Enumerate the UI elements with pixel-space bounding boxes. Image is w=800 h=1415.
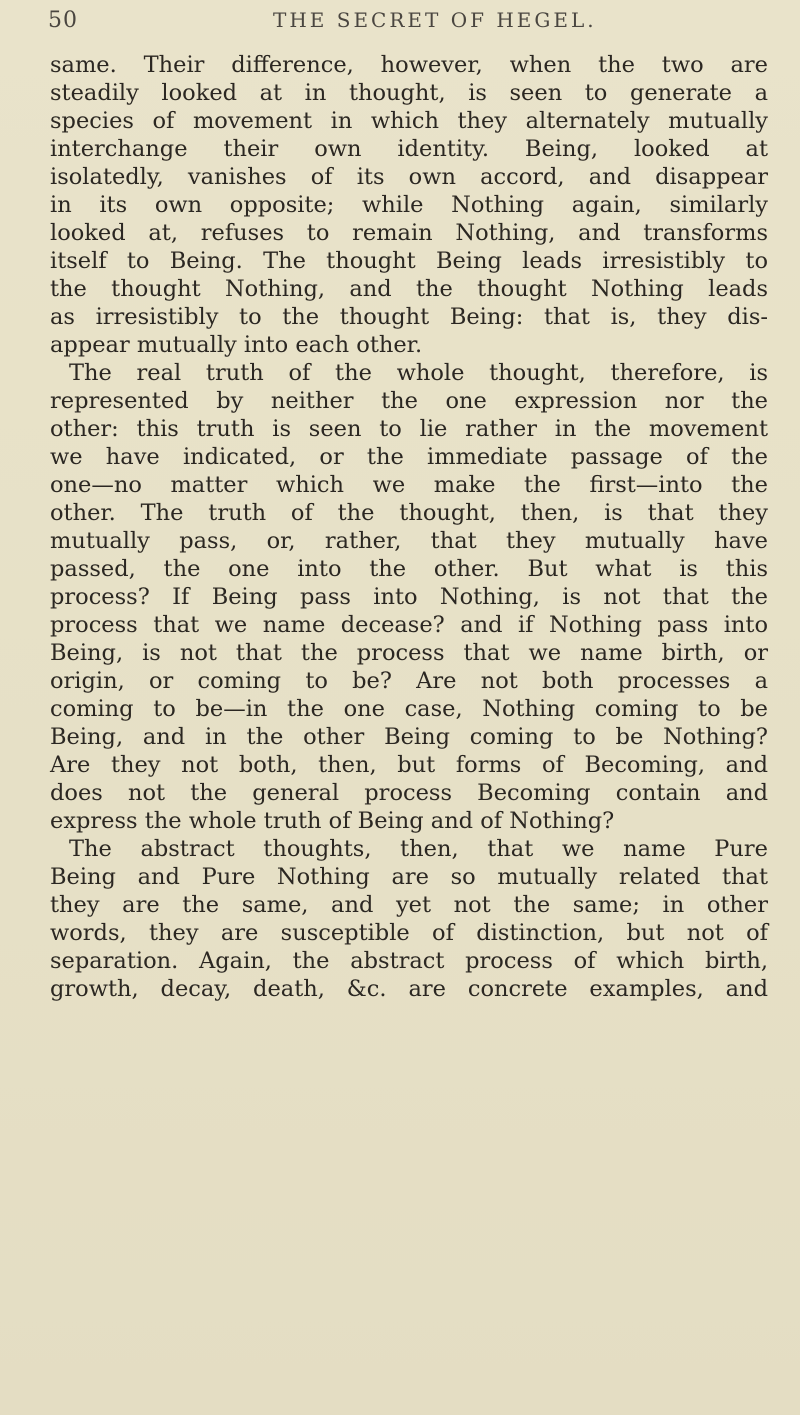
text-line: same. Their difference, however, when the two are	[50, 52, 768, 78]
text-line: looked at, refuses to remain Nothing, and transforms	[50, 220, 768, 246]
text-line: separation. Again, the abstract process of which birth,	[50, 948, 768, 974]
text-line: words, they are susceptible of distinction, but not of	[50, 920, 768, 946]
text-line: interchange their own identity. Being, looked at	[50, 136, 768, 162]
text-line: origin, or coming to be? Are not both processes a	[50, 668, 768, 694]
text-line: does not the general process Becoming contain and	[50, 780, 768, 806]
body-text	[50, 51, 768, 1003]
text-line: the thought Nothing, and the thought Nothing leads	[50, 276, 768, 302]
running-head	[48, 8, 768, 48]
text-line: isolatedly, vanishes of its own accord, and disappear	[50, 164, 768, 190]
text-line: steadily looked at in thought, is seen to generate a	[50, 80, 768, 106]
text-line: they are the same, and yet not the same; in other	[50, 892, 768, 918]
running-title: THE SECRET OF HEGEL.	[273, 8, 597, 32]
text-line: mutually pass, or, rather, that they mutually have	[50, 528, 768, 554]
text-line: other. The truth of the thought, then, is that they	[50, 500, 768, 526]
text-line: species of movement in which they alternately mutually	[50, 108, 768, 134]
text-line: process that we name decease? and if Nothing pass into	[50, 612, 768, 638]
text-line: other: this truth is seen to lie rather in the movement	[50, 416, 768, 442]
text-line: one—no matter which we make the first—into the	[50, 472, 768, 498]
text-line: passed, the one into the other. But what is this	[50, 556, 768, 582]
text-line: Being and Pure Nothing are so mutually related that	[50, 864, 768, 890]
text-line: Are they not both, then, but forms of Becoming, and	[50, 752, 768, 778]
text-line: itself to Being. The thought Being leads irresistibly to	[50, 248, 768, 274]
text-line: express the whole truth of Being and of Nothing?	[50, 808, 615, 834]
text-line: Being, is not that the process that we name birth, or	[50, 640, 768, 666]
text-line: we have indicated, or the immediate passage of the	[50, 444, 768, 470]
text-line: process? If Being pass into Nothing, is not that the	[50, 584, 768, 610]
text-line: coming to be—in the one case, Nothing coming to be	[50, 696, 768, 722]
page-number: 50	[48, 8, 78, 33]
text-line: growth, decay, death, &c. are concrete examples, and	[50, 976, 768, 1002]
text-line: represented by neither the one expression nor the	[50, 388, 768, 414]
text-line: The real truth of the whole thought, therefore, is	[69, 360, 768, 386]
text-line: Being, and in the other Being coming to be Nothing?	[50, 724, 768, 750]
text-line: appear mutually into each other.	[50, 332, 423, 358]
text-line: as irresistibly to the thought Being: that is, they dis-	[50, 304, 768, 330]
text-line: The abstract thoughts, then, that we name Pure	[69, 836, 768, 862]
text-line: in its own opposite; while Nothing again, similarly	[50, 192, 768, 218]
